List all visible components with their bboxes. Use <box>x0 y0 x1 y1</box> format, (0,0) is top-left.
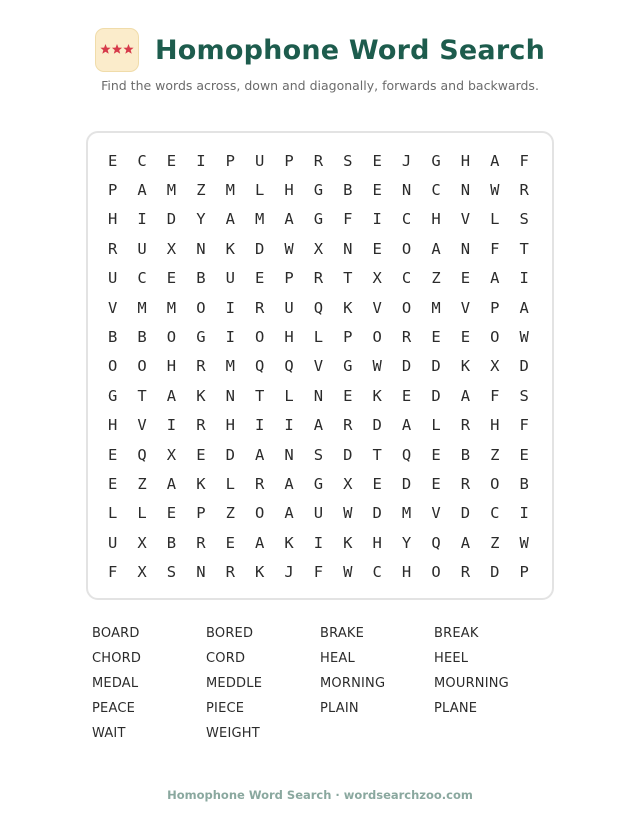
grid-cell[interactable]: L <box>225 474 235 493</box>
word-list-item: HEEL <box>434 651 469 666</box>
grid-cell[interactable]: E <box>108 445 118 464</box>
word-list-item: CHORD <box>92 651 142 666</box>
grid-cell[interactable]: A <box>460 533 471 552</box>
grid-cell[interactable]: V <box>137 416 147 435</box>
grid-cell[interactable]: F <box>519 151 529 170</box>
grid-cell[interactable]: B <box>460 445 471 464</box>
grid-cell[interactable]: E <box>519 445 529 464</box>
grid-cell[interactable]: E <box>401 386 412 405</box>
grid-cell[interactable]: D <box>519 357 529 376</box>
grid-cell[interactable]: P <box>284 269 294 288</box>
grid-cell[interactable]: B <box>108 328 118 347</box>
grid-cell[interactable]: F <box>313 563 324 582</box>
grid-cell[interactable]: C <box>372 563 382 582</box>
grid-cell[interactable]: X <box>313 239 324 258</box>
grid-cell[interactable]: R <box>225 563 235 582</box>
grid-cell[interactable]: O <box>108 357 118 376</box>
grid-cell[interactable]: W <box>343 563 353 582</box>
grid-cell[interactable]: E <box>225 533 235 552</box>
grid-cell[interactable]: B <box>343 181 353 200</box>
grid-cell[interactable]: C <box>431 181 441 200</box>
grid-cell[interactable]: A <box>401 416 412 435</box>
grid-cell[interactable]: F <box>343 210 353 229</box>
grid-cell[interactable]: U <box>108 269 118 288</box>
grid-cell[interactable]: T <box>343 269 353 288</box>
grid-cell[interactable]: V <box>313 357 324 376</box>
grid-cell[interactable]: V <box>431 504 441 523</box>
word-list <box>92 626 548 751</box>
grid-cell[interactable]: E <box>343 386 353 405</box>
grid-cell[interactable]: H <box>490 416 500 435</box>
grid-cell[interactable]: F <box>490 386 500 405</box>
grid-cell[interactable]: D <box>166 210 177 229</box>
grid-cell[interactable]: Q <box>401 445 412 464</box>
grid-cell[interactable]: A <box>284 474 294 493</box>
grid-cell[interactable]: U <box>313 504 324 523</box>
grid-cell[interactable]: E <box>372 181 382 200</box>
grid-cell[interactable]: X <box>137 563 147 582</box>
grid-cell[interactable]: L <box>137 504 147 523</box>
grid-cell[interactable]: B <box>166 533 177 552</box>
grid-cell[interactable]: W <box>284 239 294 258</box>
grid-cell[interactable]: V <box>460 298 471 317</box>
grid-cell[interactable]: A <box>225 210 235 229</box>
grid-cell[interactable]: X <box>372 269 382 288</box>
grid-cell[interactable]: I <box>196 151 206 170</box>
grid-cell[interactable]: R <box>254 298 265 317</box>
word-list-item: PIECE <box>206 701 245 716</box>
grid-cell[interactable]: L <box>490 210 500 229</box>
grid-cell[interactable]: A <box>254 533 265 552</box>
grid-cell[interactable]: N <box>460 239 471 258</box>
grid-cell[interactable]: R <box>313 269 324 288</box>
grid-cell[interactable]: Z <box>137 474 147 493</box>
grid-cell[interactable]: E <box>196 445 206 464</box>
grid-cell[interactable]: A <box>431 239 441 258</box>
grid-cell[interactable]: O <box>254 328 265 347</box>
grid-cell[interactable]: P <box>284 151 294 170</box>
grid-cell[interactable]: F <box>490 239 500 258</box>
grid-cell[interactable]: F <box>108 563 118 582</box>
grid-cell[interactable]: D <box>401 474 412 493</box>
grid-cell[interactable]: E <box>254 269 265 288</box>
grid-cell[interactable]: T <box>519 239 529 258</box>
grid-cell[interactable]: A <box>490 151 500 170</box>
grid-cell[interactable]: H <box>108 416 118 435</box>
grid-cell[interactable]: S <box>519 386 529 405</box>
grid-cell[interactable]: A <box>166 386 177 405</box>
grid-cell[interactable]: N <box>196 239 206 258</box>
grid-cell[interactable]: M <box>401 504 412 523</box>
grid-cell[interactable]: K <box>372 386 382 405</box>
grid-cell[interactable]: G <box>343 357 353 376</box>
grid-cell[interactable]: U <box>284 298 294 317</box>
grid-cell[interactable]: R <box>460 416 471 435</box>
grid-cell[interactable]: O <box>196 298 206 317</box>
word-list-item: MEDAL <box>92 676 139 691</box>
grid-cell[interactable]: U <box>137 239 147 258</box>
grid-cell[interactable]: N <box>460 181 471 200</box>
grid-cell[interactable]: M <box>431 298 441 317</box>
grid-cell[interactable]: P <box>225 151 235 170</box>
grid-cell[interactable]: W <box>372 357 382 376</box>
grid-cell[interactable]: E <box>166 504 177 523</box>
grid-cell[interactable]: W <box>519 533 529 552</box>
grid-cell[interactable]: H <box>166 357 177 376</box>
grid-cell[interactable]: W <box>519 328 529 347</box>
grid-cell[interactable]: M <box>137 298 147 317</box>
grid-cell[interactable]: D <box>343 445 353 464</box>
grid-cell[interactable]: N <box>343 239 353 258</box>
grid-cell[interactable]: S <box>519 210 529 229</box>
grid-cell[interactable]: A <box>313 416 324 435</box>
word-list-item: BOARD <box>92 626 140 641</box>
grid-cell[interactable]: O <box>490 328 500 347</box>
grid-cell[interactable]: A <box>166 474 177 493</box>
grid-cell[interactable]: E <box>460 328 471 347</box>
grid-cell[interactable]: G <box>431 151 441 170</box>
grid-cell[interactable]: R <box>460 474 471 493</box>
grid-cell[interactable]: L <box>313 328 324 347</box>
word-list-item: BREAK <box>434 626 479 641</box>
grid-cell[interactable]: O <box>166 328 177 347</box>
page-title: Homophone Word Search <box>155 34 545 66</box>
grid-cell[interactable]: X <box>490 357 500 376</box>
grid-cell[interactable]: B <box>137 328 147 347</box>
grid-cell[interactable]: N <box>225 386 235 405</box>
grid-cell[interactable]: Q <box>313 298 324 317</box>
grid-cell[interactable]: Y <box>401 533 412 552</box>
word-list-item: PLAIN <box>320 701 359 716</box>
grid-cell[interactable]: W <box>343 504 353 523</box>
instructions: Find the words across, down and diagonally, forwards and backwards. <box>101 78 539 93</box>
grid-cell[interactable]: N <box>196 563 206 582</box>
grid-cell[interactable]: C <box>490 504 500 523</box>
grid-cell[interactable]: I <box>372 210 382 229</box>
grid-cell[interactable]: U <box>225 269 235 288</box>
grid-cell[interactable]: H <box>284 181 294 200</box>
grid-cell[interactable]: I <box>254 416 265 435</box>
grid-cell[interactable]: Z <box>196 181 206 200</box>
grid-cell[interactable]: K <box>254 563 265 582</box>
grid-cell[interactable]: S <box>343 151 353 170</box>
grid-cell[interactable]: O <box>401 298 412 317</box>
word-list-item: BRAKE <box>320 626 365 641</box>
grid-cell[interactable]: V <box>108 298 118 317</box>
grid-cell[interactable]: E <box>372 239 382 258</box>
grid-cell[interactable]: E <box>166 269 177 288</box>
grid-cell[interactable]: I <box>225 328 235 347</box>
grid-cell[interactable]: P <box>519 563 529 582</box>
grid-cell[interactable]: H <box>460 151 471 170</box>
grid-cell[interactable]: I <box>519 269 529 288</box>
footer-credit: Homophone Word Search · wordsearchzoo.com <box>167 788 473 802</box>
grid-cell[interactable]: S <box>166 563 177 582</box>
grid-cell[interactable]: E <box>431 445 441 464</box>
grid-cell[interactable]: G <box>108 386 118 405</box>
grid-cell[interactable]: J <box>401 151 412 170</box>
grid-cell[interactable]: E <box>108 474 118 493</box>
grid-cell[interactable]: M <box>225 357 235 376</box>
word-list-item: PLANE <box>434 701 478 716</box>
grid-cell[interactable]: E <box>108 151 118 170</box>
grid-cell[interactable]: X <box>343 474 353 493</box>
grid-cell[interactable]: D <box>460 504 471 523</box>
grid-cell[interactable]: D <box>372 416 382 435</box>
grid-cell[interactable]: X <box>166 445 177 464</box>
grid-cell[interactable]: Z <box>490 533 500 552</box>
grid-cell[interactable]: P <box>343 328 353 347</box>
grid-cell[interactable]: H <box>372 533 382 552</box>
grid-cell[interactable]: R <box>343 416 353 435</box>
grid-cell[interactable]: W <box>490 181 500 200</box>
grid-cell[interactable]: R <box>313 151 324 170</box>
grid-cell[interactable]: S <box>313 445 324 464</box>
grid-cell[interactable]: R <box>108 239 118 258</box>
grid-cell[interactable]: R <box>401 328 412 347</box>
grid-cell[interactable]: Q <box>284 357 294 376</box>
grid-cell[interactable]: I <box>313 533 324 552</box>
grid-cell[interactable]: R <box>196 416 206 435</box>
word-list-item: CORD <box>206 651 246 666</box>
grid-cell[interactable]: T <box>137 386 147 405</box>
grid-cell[interactable]: A <box>137 181 147 200</box>
grid-cell[interactable]: K <box>225 239 235 258</box>
grid-cell[interactable]: N <box>284 445 294 464</box>
grid-cell[interactable]: R <box>254 474 265 493</box>
grid-cell[interactable]: C <box>401 210 412 229</box>
grid-cell[interactable]: H <box>401 563 412 582</box>
grid-cell[interactable]: G <box>196 328 206 347</box>
word-list-item: WEIGHT <box>206 726 260 741</box>
grid-cell[interactable]: K <box>196 386 206 405</box>
grid-cell[interactable]: D <box>490 563 500 582</box>
grid-cell[interactable]: D <box>225 445 235 464</box>
grid-cell[interactable]: H <box>225 416 235 435</box>
grid-cell[interactable]: O <box>431 563 441 582</box>
grid-cell[interactable]: E <box>372 474 382 493</box>
grid-cell[interactable]: Y <box>196 210 206 229</box>
grid-cell[interactable]: G <box>313 181 324 200</box>
word-list-item: BORED <box>206 626 254 641</box>
grid-cell[interactable]: B <box>519 474 529 493</box>
grid-cell[interactable]: E <box>166 151 177 170</box>
word-list-item: WAIT <box>92 726 126 741</box>
grid-cell[interactable]: B <box>196 269 206 288</box>
letter-grid <box>98 146 539 587</box>
grid-cell[interactable]: P <box>108 181 118 200</box>
grid-cell[interactable]: N <box>313 386 324 405</box>
grid-cell[interactable]: O <box>254 504 265 523</box>
grid-cell[interactable]: K <box>284 533 294 552</box>
grid-cell[interactable]: A <box>460 386 471 405</box>
grid-cell[interactable]: Z <box>431 269 441 288</box>
grid-cell[interactable]: X <box>137 533 147 552</box>
grid-cell[interactable]: Q <box>254 357 265 376</box>
grid-cell[interactable]: C <box>401 269 412 288</box>
grid-cell[interactable]: K <box>343 533 353 552</box>
word-list-item: MORNING <box>320 676 386 691</box>
grid-cell[interactable]: H <box>108 210 118 229</box>
grid-cell[interactable]: L <box>431 416 441 435</box>
page-header <box>0 28 640 72</box>
grid-cell[interactable]: M <box>166 181 177 200</box>
grid-cell[interactable]: P <box>490 298 500 317</box>
grid-cell[interactable]: P <box>196 504 206 523</box>
three-stars-badge-icon <box>100 43 134 57</box>
grid-cell[interactable]: A <box>490 269 500 288</box>
grid-cell[interactable]: E <box>431 474 441 493</box>
grid-cell[interactable]: H <box>431 210 441 229</box>
grid-cell[interactable]: J <box>284 563 294 582</box>
grid-cell[interactable]: D <box>431 386 441 405</box>
grid-cell[interactable]: C <box>137 269 147 288</box>
grid-cell[interactable]: T <box>254 386 265 405</box>
grid-cell[interactable]: Q <box>137 445 147 464</box>
grid-cell[interactable]: R <box>460 563 471 582</box>
grid-cell[interactable]: O <box>490 474 500 493</box>
grid-cell[interactable]: I <box>225 298 235 317</box>
grid-cell[interactable]: U <box>254 151 265 170</box>
word-list-item: PEACE <box>92 701 136 716</box>
grid-cell[interactable]: D <box>372 504 382 523</box>
grid-cell[interactable]: F <box>519 416 529 435</box>
grid-cell[interactable]: U <box>108 533 118 552</box>
word-list-item: MOURNING <box>434 676 509 691</box>
grid-cell[interactable]: Z <box>490 445 500 464</box>
logo-badge <box>95 28 139 72</box>
grid-cell[interactable]: A <box>254 445 265 464</box>
grid-cell[interactable]: K <box>460 357 471 376</box>
grid-cell[interactable]: G <box>313 474 324 493</box>
grid-cell[interactable]: R <box>519 181 529 200</box>
grid-cell[interactable]: N <box>401 181 412 200</box>
word-list-item: MEDDLE <box>206 676 263 691</box>
grid-cell[interactable]: D <box>254 239 265 258</box>
grid-cell[interactable]: D <box>431 357 441 376</box>
grid-cell[interactable]: E <box>460 269 471 288</box>
grid-cell[interactable]: K <box>196 474 206 493</box>
grid-cell[interactable]: M <box>254 210 265 229</box>
grid-cell[interactable]: O <box>137 357 147 376</box>
grid-cell[interactable]: A <box>284 504 294 523</box>
grid-cell[interactable]: Q <box>431 533 441 552</box>
grid-cell[interactable]: L <box>108 504 118 523</box>
grid-cell[interactable]: D <box>401 357 412 376</box>
word-list-item: HEAL <box>320 651 355 666</box>
grid-cell[interactable]: M <box>225 181 235 200</box>
grid-cell[interactable]: E <box>431 328 441 347</box>
grid-cell[interactable]: M <box>166 298 177 317</box>
grid-cell[interactable]: O <box>372 328 382 347</box>
grid-cell[interactable]: V <box>372 298 382 317</box>
grid-cell[interactable]: I <box>137 210 147 229</box>
grid-cell[interactable]: X <box>166 239 177 258</box>
grid-cell[interactable]: C <box>137 151 147 170</box>
grid-cell[interactable]: I <box>519 504 529 523</box>
grid-cell[interactable]: H <box>284 328 294 347</box>
grid-cell[interactable]: L <box>254 181 265 200</box>
grid-cell[interactable]: L <box>284 386 294 405</box>
grid-cell[interactable]: K <box>343 298 353 317</box>
grid-cell[interactable]: O <box>401 239 412 258</box>
grid-cell[interactable]: A <box>284 210 294 229</box>
grid-cell[interactable]: T <box>372 445 382 464</box>
grid-cell[interactable]: I <box>166 416 177 435</box>
grid-cell[interactable]: I <box>284 416 294 435</box>
grid-cell[interactable]: G <box>313 210 324 229</box>
grid-cell[interactable]: Z <box>225 504 235 523</box>
grid-cell[interactable]: R <box>196 533 206 552</box>
grid-cell[interactable]: A <box>519 298 529 317</box>
grid-cell[interactable]: E <box>372 151 382 170</box>
grid-cell[interactable]: R <box>196 357 206 376</box>
grid-cell[interactable]: V <box>460 210 471 229</box>
